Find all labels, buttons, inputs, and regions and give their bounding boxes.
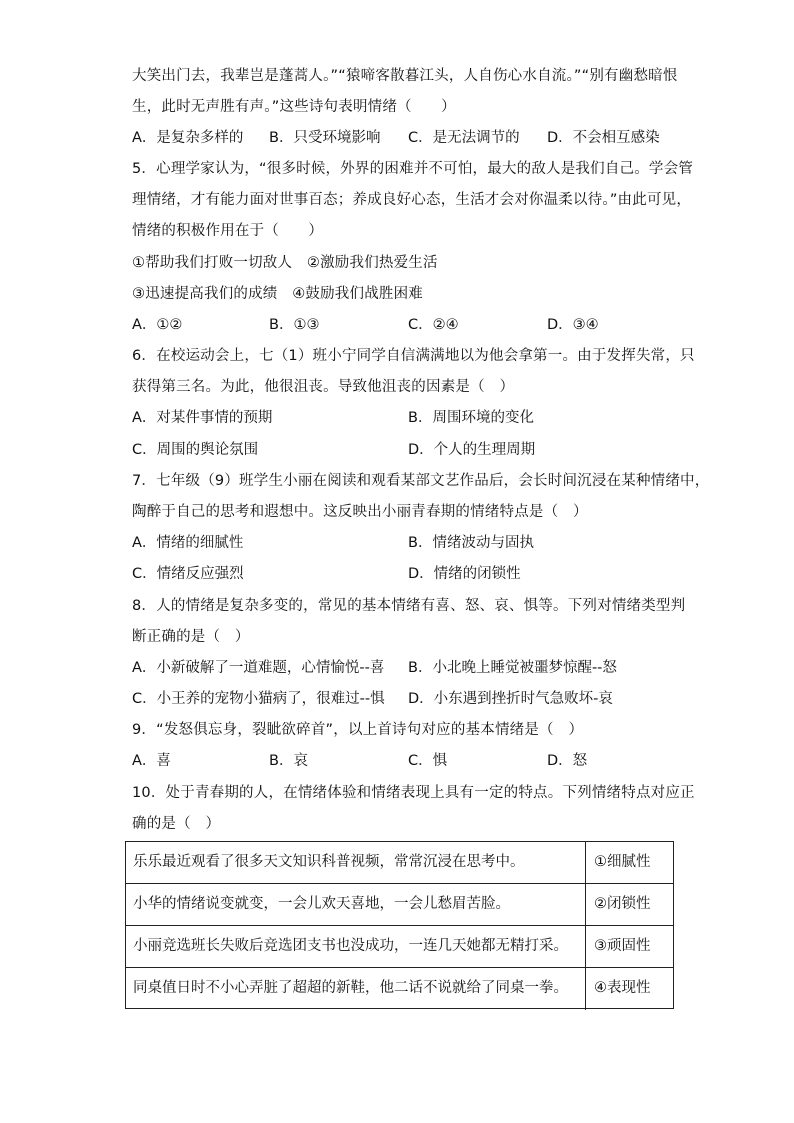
q5-stem-line-3: 情绪的积极作用在于（ ） <box>132 223 324 239</box>
q9-option-b[interactable]: B．哀 <box>269 753 308 769</box>
q6-option-d[interactable]: D．个人的生理周期 <box>408 442 536 458</box>
q8-option-a[interactable]: A．小新破解了一道难题，心情愉悦--喜 <box>132 660 385 676</box>
q7-option-c[interactable]: C．情绪反应强烈 <box>132 566 244 582</box>
q9-option-a[interactable]: A．喜 <box>132 753 171 769</box>
q7-option-b[interactable]: B．情绪波动与固执 <box>408 535 534 551</box>
q5-option-b[interactable]: B．①③ <box>269 317 320 333</box>
table-row <box>126 884 673 926</box>
q5-item-line-1: ①帮助我们打败一切敌人 ②激励我们热爱生活 <box>132 255 438 271</box>
q7-stem-line-1: 7．七年级（9）班学生小丽在阅读和观看某部文艺作品后，会长时间沉浸在某种情绪中， <box>132 473 710 489</box>
q6-option-c[interactable]: C．周围的舆论氛围 <box>132 442 259 458</box>
q4-option-a[interactable]: A．是复杂多样的 <box>132 130 244 146</box>
q5-stem-line-1: 5．心理学家认为，“很多时候，外界的困难并不可怕，最大的敌人是我们自己。学会管 <box>132 161 694 177</box>
table-cell-description: 同桌值日时不小心弄脏了超超的新鞋，他二话不说就给了同桌一拳。 <box>126 968 586 1010</box>
q10-stem-line-1: 10．处于青春期的人，在情绪体验和情绪表现上具有一定的特点。下列情绪特点对应正 <box>132 785 695 801</box>
q9-option-d[interactable]: D．怒 <box>547 753 588 769</box>
table-cell-trait: ④表现性 <box>594 980 651 996</box>
table-row <box>126 842 673 884</box>
q6-option-b[interactable]: B．周围环境的变化 <box>408 410 534 426</box>
q8-option-c[interactable]: C．小王养的宠物小猫病了，很难过--惧 <box>132 691 385 707</box>
q10-stem-line-2: 确的是（ ） <box>132 816 221 832</box>
table-cell-description: 小丽竞选班长失败后竞选团支书也没成功，一连几天她都无精打采。 <box>126 926 586 967</box>
q8-option-d[interactable]: D．小东遇到挫折时气急败坏-哀 <box>408 691 613 707</box>
q8-stem-line-1: 8．人的情绪是复杂多变的，常见的基本情绪有喜、怒、哀、惧等。下列对情绪类型判 <box>132 598 686 614</box>
q10-table <box>125 841 674 1009</box>
table-cell-description: 乐乐最近观看了很多天文知识科普视频，常常沉浸在思考中。 <box>126 842 586 883</box>
table-cell-description: 小华的情绪说变就变，一会儿欢天喜地，一会儿愁眉苦脸。 <box>126 884 586 925</box>
q5-option-d[interactable]: D．③④ <box>547 317 599 333</box>
q7-option-d[interactable]: D．情绪的闭锁性 <box>408 566 521 582</box>
table-cell-trait: ②闭锁性 <box>594 896 651 912</box>
q8-option-b[interactable]: B．小北晚上睡觉被噩梦惊醒--怒 <box>408 660 617 676</box>
q4-stem-line-2: 生，此时无声胜有声。”这些诗句表明情绪（ ） <box>132 99 456 115</box>
q9-option-c[interactable]: C．惧 <box>408 753 448 769</box>
q4-option-c[interactable]: C．是无法调节的 <box>408 130 520 146</box>
q6-stem-line-2: 获得第三名。为此，他很沮丧。导致他沮丧的因素是（ ） <box>132 379 515 395</box>
q7-stem-line-2: 陶醉于自己的思考和遐想中。这反映出小丽青春期的情绪特点是（ ） <box>132 504 588 520</box>
q5-stem-line-2: 理情绪，才有能力面对世事百态；养成良好心态，生活才会对你温柔以待。”由此可见， <box>132 192 692 208</box>
q6-stem-line-1: 6．在校运动会上，七（1）班小宁同学自信满满地以为他会拿第一。由于发挥失常，只 <box>132 348 695 364</box>
table-cell-trait: ③顽固性 <box>594 938 651 954</box>
q5-item-line-2: ③迅速提高我们的成绩 ④鼓励我们战胜困难 <box>132 286 423 302</box>
q4-option-b[interactable]: B．只受环境影响 <box>269 130 381 146</box>
q5-option-c[interactable]: C．②④ <box>408 317 459 333</box>
q9-stem-line-1: 9．“发怒俱忘身，裂眦欲碎首”，以上首诗句对应的基本情绪是（ ） <box>132 722 584 738</box>
table-row <box>126 968 673 1010</box>
q8-stem-line-2: 断正确的是（ ） <box>132 629 250 645</box>
q5-option-a[interactable]: A．①② <box>132 317 183 333</box>
q4-option-d[interactable]: D．不会相互感染 <box>547 130 660 146</box>
table-cell-trait: ①细腻性 <box>594 854 651 870</box>
q4-stem-line-1: 大笑出门去，我辈岂是蓬蒿人。”“猿啼客散暮江头，人自伤心水自流。”“别有幽愁暗恨 <box>132 68 678 84</box>
q6-option-a[interactable]: A．对某件事情的预期 <box>132 410 273 426</box>
table-row <box>126 926 673 968</box>
q7-option-a[interactable]: A．情绪的细腻性 <box>132 535 244 551</box>
